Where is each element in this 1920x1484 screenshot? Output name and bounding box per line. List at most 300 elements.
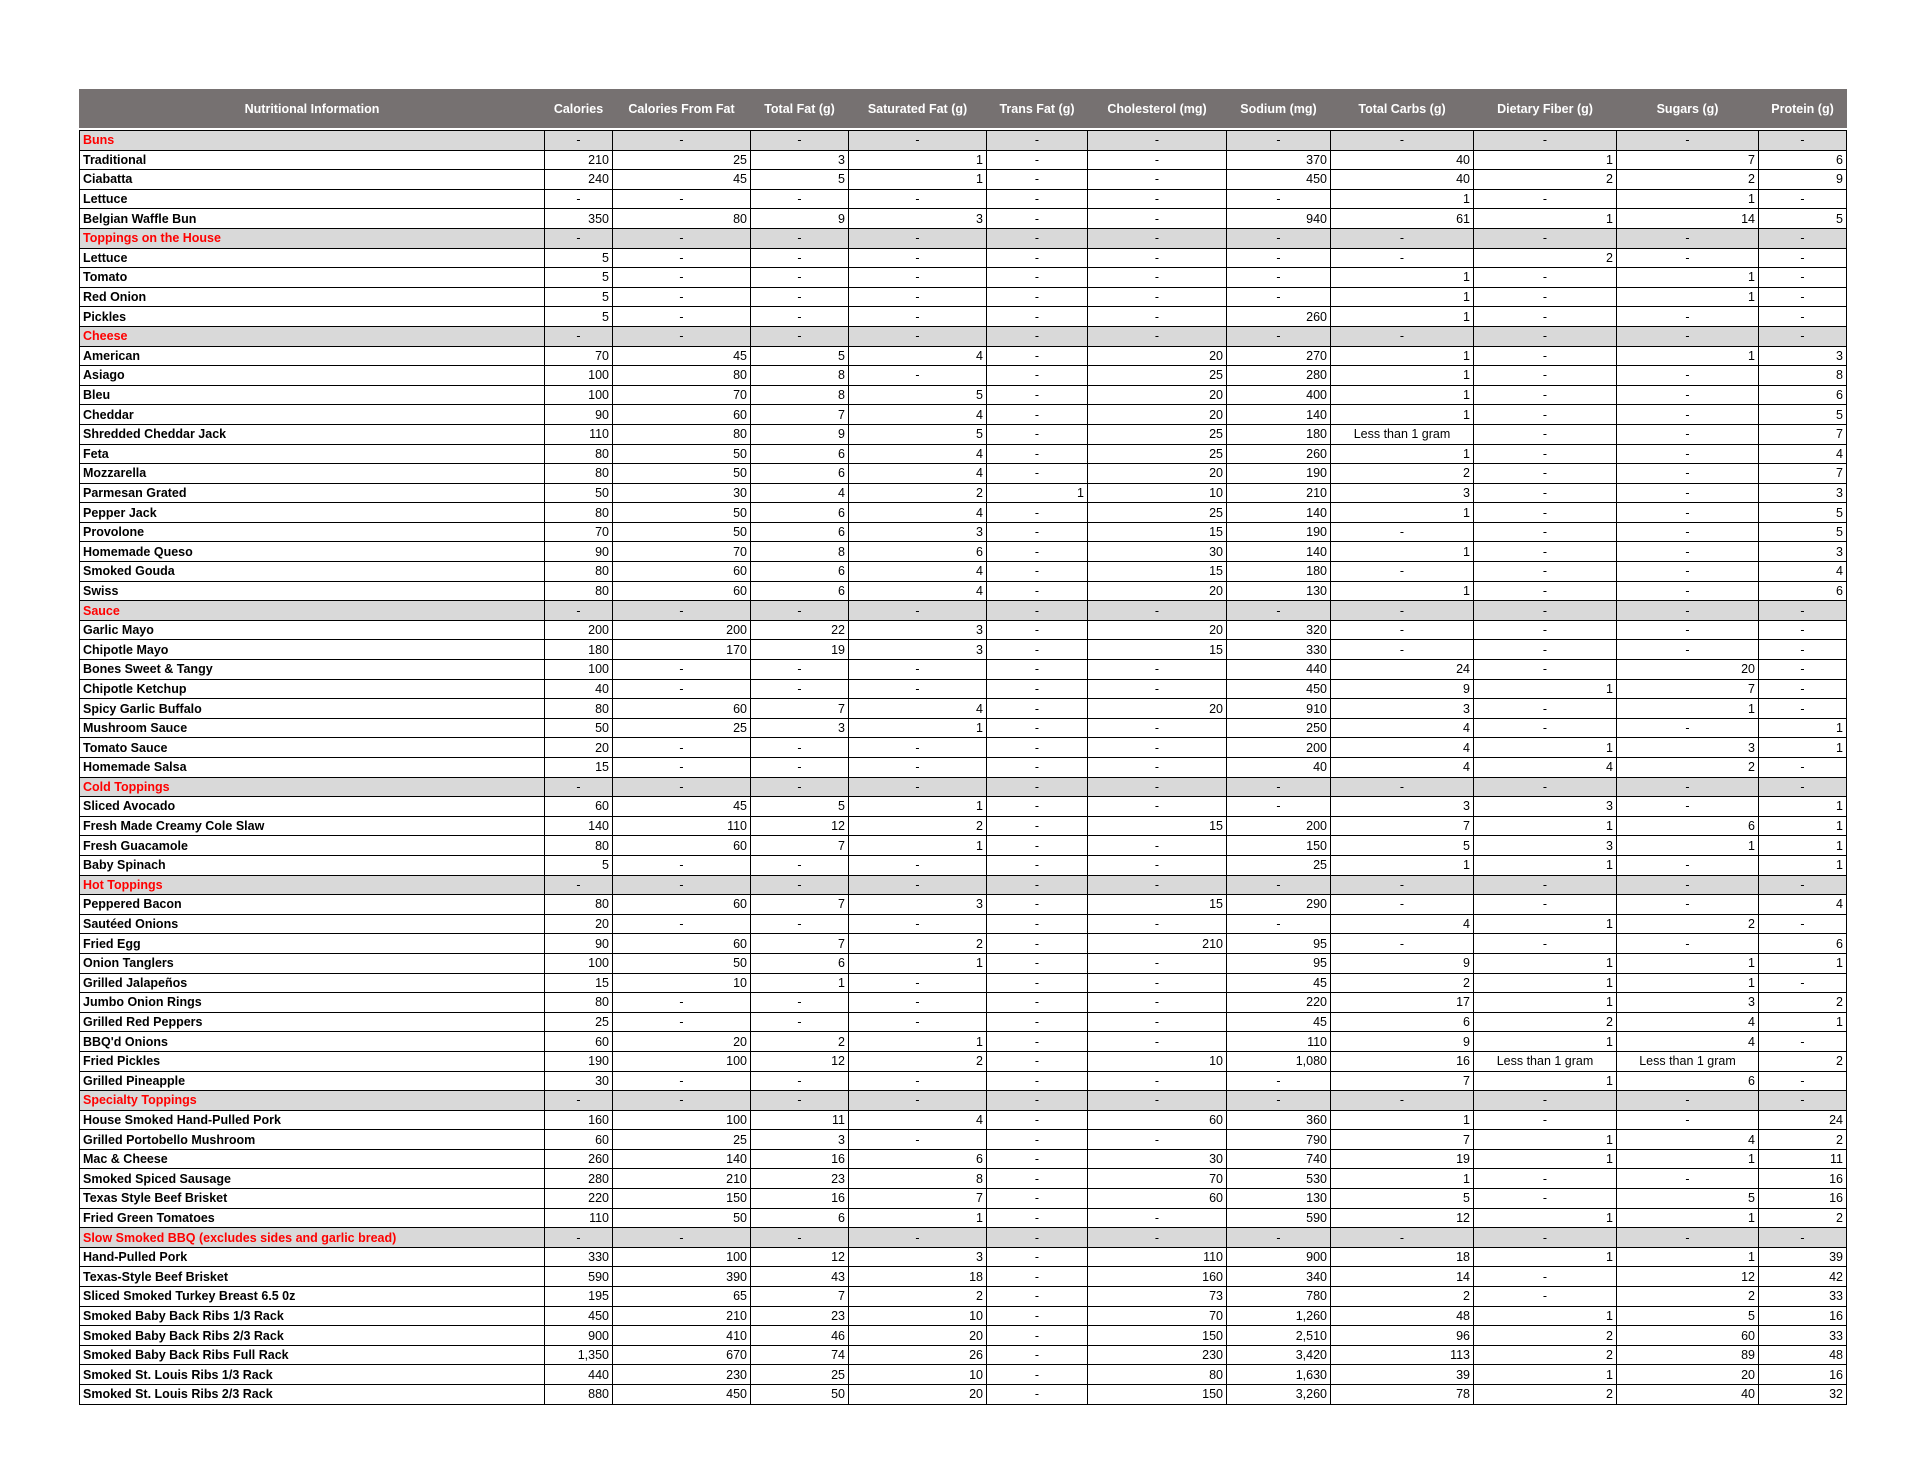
nutrient-value: 70: [545, 346, 613, 366]
nutrient-value: -: [545, 326, 613, 346]
nutrient-value: 9: [1331, 953, 1474, 973]
nutrient-value: 1: [1331, 346, 1474, 366]
nutrient-value: -: [613, 1091, 751, 1111]
nutrient-value: 390: [613, 1267, 751, 1287]
nutrient-value: 65: [613, 1287, 751, 1307]
nutrient-value: 3: [1331, 699, 1474, 719]
nutrient-value: 2: [849, 1051, 987, 1071]
nutrient-value: 6: [849, 542, 987, 562]
nutrient-value: 3: [751, 1130, 849, 1150]
table-row: [80, 1345, 1847, 1365]
nutrition-table: [79, 89, 1847, 1405]
nutrient-value: -: [1474, 366, 1617, 386]
nutrient-value: 1: [1474, 816, 1617, 836]
nutrient-value: 1: [1474, 150, 1617, 170]
nutrient-value: 5: [545, 287, 613, 307]
table-row: [80, 444, 1847, 464]
nutrient-value: -: [751, 1091, 849, 1111]
nutrient-value: 1: [1617, 268, 1759, 288]
nutrient-value: -: [751, 287, 849, 307]
nutrient-value: 7: [1759, 464, 1847, 484]
nutrient-value: -: [849, 1091, 987, 1111]
nutrient-value: -: [1617, 895, 1759, 915]
item-name: Homemade Queso: [80, 542, 545, 562]
nutrient-value: 1: [1331, 189, 1474, 209]
nutrient-value: 90: [545, 542, 613, 562]
nutrient-value: 25: [1088, 424, 1227, 444]
nutrient-value: -: [1759, 620, 1847, 640]
nutrient-value: 1: [1331, 366, 1474, 386]
table-row: [80, 483, 1847, 503]
nutrient-value: 250: [1227, 718, 1331, 738]
nutrient-value: -: [987, 640, 1088, 660]
nutrient-value: -: [1088, 1208, 1227, 1228]
nutrient-value: 1: [1617, 699, 1759, 719]
nutrient-value: 6: [1759, 934, 1847, 954]
nutrient-value: 220: [545, 1189, 613, 1209]
nutrient-value: -: [849, 738, 987, 758]
nutrient-value: 2: [1759, 1051, 1847, 1071]
nutrient-value: 70: [1088, 1169, 1227, 1189]
nutrient-value: 23: [751, 1306, 849, 1326]
nutrient-value: -: [1759, 777, 1847, 797]
nutrient-value: -: [1759, 679, 1847, 699]
nutrient-value: -: [1474, 718, 1617, 738]
item-name: Bones Sweet & Tangy: [80, 660, 545, 680]
nutrient-value: 40: [1227, 758, 1331, 778]
nutrient-value: 3: [1759, 542, 1847, 562]
nutrient-value: -: [1088, 777, 1227, 797]
table-row: [80, 1306, 1847, 1326]
nutrient-value: 7: [849, 1189, 987, 1209]
nutrient-value: 7: [1759, 424, 1847, 444]
nutrient-value: 590: [545, 1267, 613, 1287]
table-row: [80, 268, 1847, 288]
nutrient-value: -: [1088, 953, 1227, 973]
nutrient-value: -: [1474, 542, 1617, 562]
nutrient-value: -: [1617, 405, 1759, 425]
nutrient-value: -: [1331, 131, 1474, 151]
nutrient-value: -: [1331, 601, 1474, 621]
nutrient-value: -: [1474, 660, 1617, 680]
nutrient-value: -: [1474, 326, 1617, 346]
nutrient-value: 3,260: [1227, 1385, 1331, 1405]
nutrient-value: 60: [1088, 1110, 1227, 1130]
nutrient-value: 3: [849, 620, 987, 640]
nutrient-value: 70: [1088, 1306, 1227, 1326]
item-name: Fried Pickles: [80, 1051, 545, 1071]
nutrient-value: -: [987, 1306, 1088, 1326]
nutrient-value: -: [1474, 895, 1617, 915]
nutrient-value: -: [987, 679, 1088, 699]
table-row: [80, 542, 1847, 562]
nutrient-value: -: [1474, 405, 1617, 425]
nutrient-value: -: [751, 268, 849, 288]
nutrient-value: 6: [751, 464, 849, 484]
nutrient-value: 12: [751, 1051, 849, 1071]
nutrient-value: 150: [1227, 836, 1331, 856]
nutrient-value: -: [987, 1365, 1088, 1385]
nutrient-value: 230: [1088, 1345, 1227, 1365]
nutrient-value: -: [1617, 522, 1759, 542]
nutrient-value: -: [1759, 248, 1847, 268]
nutrient-value: -: [1759, 287, 1847, 307]
nutrient-value: 130: [1227, 1189, 1331, 1209]
table-row: [80, 1208, 1847, 1228]
nutrient-value: 10: [849, 1306, 987, 1326]
nutrient-value: Less than 1 gram: [1617, 1051, 1759, 1071]
nutrient-value: 880: [545, 1385, 613, 1405]
nutrient-value: 10: [1088, 1051, 1227, 1071]
nutrient-value: 6: [1617, 1071, 1759, 1091]
nutrient-value: -: [849, 307, 987, 327]
nutrient-value: -: [849, 326, 987, 346]
nutrient-value: 100: [613, 1247, 751, 1267]
nutrient-value: -: [1088, 914, 1227, 934]
nutrient-value: -: [1617, 1110, 1759, 1130]
nutrient-value: 48: [1759, 1345, 1847, 1365]
nutrient-value: -: [1617, 131, 1759, 151]
nutrient-value: -: [751, 189, 849, 209]
nutrient-value: 25: [545, 1012, 613, 1032]
nutrient-value: -: [987, 307, 1088, 327]
nutrient-value: 25: [1227, 855, 1331, 875]
nutrient-value: -: [1227, 797, 1331, 817]
nutrient-value: 2: [1617, 170, 1759, 190]
nutrient-value: -: [751, 1012, 849, 1032]
nutrient-value: -: [987, 797, 1088, 817]
nutrient-value: -: [849, 287, 987, 307]
nutrient-value: -: [1474, 1110, 1617, 1130]
nutrient-value: 1: [1759, 1012, 1847, 1032]
nutrient-value: -: [987, 1189, 1088, 1209]
nutrient-value: -: [1331, 326, 1474, 346]
nutrient-value: -: [1474, 424, 1617, 444]
nutrient-value: 180: [1227, 424, 1331, 444]
nutrient-value: -: [987, 601, 1088, 621]
nutrient-value: 60: [545, 797, 613, 817]
category-label: Specialty Toppings: [80, 1091, 545, 1111]
item-name: Homemade Salsa: [80, 758, 545, 778]
nutrient-value: -: [849, 993, 987, 1013]
nutrient-value: 3: [1331, 483, 1474, 503]
nutrient-value: 220: [1227, 993, 1331, 1013]
nutrient-value: -: [1617, 1228, 1759, 1248]
nutrient-value: 1: [1617, 953, 1759, 973]
nutrient-value: 46: [751, 1326, 849, 1346]
nutrient-value: 1: [751, 973, 849, 993]
nutrient-value: 20: [545, 914, 613, 934]
nutrient-value: -: [545, 1091, 613, 1111]
nutrient-value: -: [1088, 1228, 1227, 1248]
nutrient-value: 1: [1331, 307, 1474, 327]
nutrient-value: 1,080: [1227, 1051, 1331, 1071]
nutrient-value: -: [987, 1149, 1088, 1169]
nutrient-value: 4: [1331, 758, 1474, 778]
nutrient-value: -: [987, 1110, 1088, 1130]
nutrient-value: 450: [1227, 679, 1331, 699]
nutrient-value: 6: [751, 562, 849, 582]
item-name: Smoked Baby Back Ribs 2/3 Rack: [80, 1326, 545, 1346]
nutrient-value: -: [1759, 326, 1847, 346]
nutrient-value: -: [545, 875, 613, 895]
nutrition-sheet: [79, 89, 1846, 1405]
nutrient-value: 910: [1227, 699, 1331, 719]
nutrient-value: -: [849, 914, 987, 934]
nutrient-value: -: [1088, 131, 1227, 151]
nutrient-value: 9: [751, 209, 849, 229]
nutrient-value: 290: [1227, 895, 1331, 915]
nutrient-value: -: [987, 424, 1088, 444]
item-name: Red Onion: [80, 287, 545, 307]
nutrient-value: 5: [1617, 1189, 1759, 1209]
nutrient-value: 80: [613, 424, 751, 444]
nutrient-value: -: [1759, 973, 1847, 993]
nutrient-value: 160: [1088, 1267, 1227, 1287]
nutrient-value: 9: [1759, 170, 1847, 190]
nutrient-value: 5: [1759, 503, 1847, 523]
nutrient-value: 2: [1474, 1345, 1617, 1365]
nutrient-value: 20: [1088, 405, 1227, 425]
nutrient-value: 2: [1759, 1208, 1847, 1228]
nutrient-value: 140: [613, 1149, 751, 1169]
nutrient-value: 100: [613, 1051, 751, 1071]
nutrient-value: 14: [1617, 209, 1759, 229]
nutrient-value: 95: [1227, 934, 1331, 954]
nutrient-value: -: [987, 170, 1088, 190]
item-name: Hand-Pulled Pork: [80, 1247, 545, 1267]
nutrient-value: 6: [1331, 1012, 1474, 1032]
nutrient-value: 8: [751, 366, 849, 386]
nutrient-value: 1,260: [1227, 1306, 1331, 1326]
nutrient-value: -: [987, 1345, 1088, 1365]
nutrient-value: 50: [613, 522, 751, 542]
nutrient-value: 1: [1474, 209, 1617, 229]
nutrient-value: 140: [1227, 503, 1331, 523]
nutrient-value: 790: [1227, 1130, 1331, 1150]
nutrient-value: 7: [1331, 1071, 1474, 1091]
nutrient-value: 2: [1617, 914, 1759, 934]
nutrient-value: 80: [613, 366, 751, 386]
nutrient-value: -: [987, 953, 1088, 973]
nutrient-value: 210: [545, 150, 613, 170]
nutrient-value: -: [1474, 1267, 1617, 1287]
nutrient-value: 60: [613, 581, 751, 601]
item-name: Grilled Red Peppers: [80, 1012, 545, 1032]
nutrient-value: 240: [545, 170, 613, 190]
nutrient-value: -: [1331, 875, 1474, 895]
column-header: Total Fat (g): [751, 89, 849, 128]
nutrient-value: 110: [1227, 1032, 1331, 1052]
table-row: [80, 170, 1847, 190]
nutrient-value: 6: [751, 522, 849, 542]
nutrient-value: 1: [1474, 1149, 1617, 1169]
nutrient-value: 16: [1759, 1169, 1847, 1189]
nutrient-value: -: [1088, 679, 1227, 699]
nutrient-value: 2: [849, 934, 987, 954]
nutrient-value: -: [751, 993, 849, 1013]
nutrient-value: 4: [1617, 1032, 1759, 1052]
nutrient-value: -: [751, 601, 849, 621]
nutrient-value: 780: [1227, 1287, 1331, 1307]
nutrient-value: -: [1474, 640, 1617, 660]
nutrient-value: 1: [1331, 1110, 1474, 1130]
nutrient-value: 180: [545, 640, 613, 660]
nutrient-value: 1: [1474, 993, 1617, 1013]
nutrient-value: -: [1759, 601, 1847, 621]
table-row: [80, 189, 1847, 209]
nutrient-value: 150: [1088, 1326, 1227, 1346]
nutrient-value: -: [987, 131, 1088, 151]
table-row: [80, 464, 1847, 484]
nutrient-value: 1: [1617, 287, 1759, 307]
nutrient-value: 30: [1088, 542, 1227, 562]
column-header: Trans Fat (g): [987, 89, 1088, 128]
nutrient-value: -: [987, 895, 1088, 915]
nutrient-value: 4: [1331, 738, 1474, 758]
nutrient-value: -: [987, 1385, 1088, 1405]
nutrient-value: -: [751, 660, 849, 680]
nutrient-value: 1: [1331, 855, 1474, 875]
nutrient-value: 60: [613, 895, 751, 915]
nutrient-value: 170: [613, 640, 751, 660]
nutrient-value: 12: [751, 816, 849, 836]
nutrient-value: -: [1088, 307, 1227, 327]
nutrient-value: 39: [1331, 1365, 1474, 1385]
nutrient-value: -: [1474, 1287, 1617, 1307]
nutrient-value: 230: [613, 1365, 751, 1385]
nutrient-value: 100: [613, 1110, 751, 1130]
nutrient-value: -: [987, 758, 1088, 778]
nutrient-value: 60: [613, 699, 751, 719]
column-header: Nutritional Information: [80, 89, 545, 128]
nutrient-value: 26: [849, 1345, 987, 1365]
nutrient-value: -: [613, 268, 751, 288]
table-row: [80, 816, 1847, 836]
nutrient-value: -: [1474, 464, 1617, 484]
item-name: Smoked St. Louis Ribs 1/3 Rack: [80, 1365, 545, 1385]
nutrient-value: 4: [1331, 718, 1474, 738]
nutrient-value: -: [1617, 640, 1759, 660]
nutrient-value: 1: [1474, 914, 1617, 934]
nutrient-value: 3: [849, 522, 987, 542]
nutrient-value: -: [1088, 660, 1227, 680]
nutrient-value: 20: [1617, 1365, 1759, 1385]
table-header-row: [80, 89, 1847, 128]
nutrient-value: 50: [613, 503, 751, 523]
nutrient-value: 20: [1617, 660, 1759, 680]
nutrient-value: 1: [1331, 503, 1474, 523]
nutrient-value: -: [545, 1228, 613, 1248]
nutrient-value: -: [1617, 326, 1759, 346]
table-row: [80, 405, 1847, 425]
nutrient-value: -: [1617, 248, 1759, 268]
nutrient-value: 4: [1474, 758, 1617, 778]
nutrient-value: 2: [1474, 1385, 1617, 1405]
nutrient-value: 45: [613, 797, 751, 817]
nutrient-value: 7: [1331, 816, 1474, 836]
item-name: Asiago: [80, 366, 545, 386]
table-row: [80, 1051, 1847, 1071]
nutrient-value: -: [613, 855, 751, 875]
nutrient-value: -: [1617, 934, 1759, 954]
category-label: Toppings on the House: [80, 228, 545, 248]
nutrient-value: 48: [1331, 1306, 1474, 1326]
category-row: [80, 228, 1847, 248]
nutrient-value: 900: [1227, 1247, 1331, 1267]
item-name: Tomato Sauce: [80, 738, 545, 758]
nutrient-value: 10: [613, 973, 751, 993]
nutrient-value: -: [849, 366, 987, 386]
category-row: [80, 1091, 1847, 1111]
item-name: Pepper Jack: [80, 503, 545, 523]
item-name: Smoked St. Louis Ribs 2/3 Rack: [80, 1385, 545, 1405]
nutrient-value: 100: [545, 366, 613, 386]
nutrient-value: 1: [849, 797, 987, 817]
nutrient-value: 16: [1759, 1189, 1847, 1209]
nutrient-value: -: [1227, 228, 1331, 248]
nutrient-value: 3: [849, 895, 987, 915]
nutrient-value: -: [1474, 522, 1617, 542]
nutrient-value: 1: [849, 836, 987, 856]
nutrient-value: -: [751, 307, 849, 327]
item-name: Ciabatta: [80, 170, 545, 190]
table-row: [80, 581, 1847, 601]
nutrient-value: 4: [849, 503, 987, 523]
nutrient-value: -: [987, 464, 1088, 484]
table-row: [80, 1169, 1847, 1189]
nutrient-value: -: [751, 1071, 849, 1091]
nutrient-value: 4: [1759, 562, 1847, 582]
nutrient-value: -: [751, 758, 849, 778]
nutrient-value: -: [1617, 444, 1759, 464]
nutrient-value: 25: [613, 718, 751, 738]
nutrient-value: 1: [1474, 1071, 1617, 1091]
nutrient-value: 22: [751, 620, 849, 640]
nutrient-value: 1: [1474, 1032, 1617, 1052]
nutrient-value: 10: [1088, 483, 1227, 503]
item-name: Jumbo Onion Rings: [80, 993, 545, 1013]
item-name: Sliced Avocado: [80, 797, 545, 817]
table-row: [80, 1326, 1847, 1346]
nutrient-value: 15: [545, 973, 613, 993]
nutrient-value: -: [987, 542, 1088, 562]
nutrient-value: 7: [1331, 1130, 1474, 1150]
table-row: [80, 758, 1847, 778]
table-row: [80, 1385, 1847, 1405]
nutrient-value: 60: [613, 405, 751, 425]
nutrient-value: 8: [751, 385, 849, 405]
item-name: Texas-Style Beef Brisket: [80, 1267, 545, 1287]
nutrient-value: -: [987, 1208, 1088, 1228]
nutrient-value: 1: [1474, 973, 1617, 993]
nutrient-value: 25: [1088, 444, 1227, 464]
nutrient-value: -: [613, 758, 751, 778]
nutrient-value: 130: [1227, 581, 1331, 601]
item-name: Feta: [80, 444, 545, 464]
nutrient-value: -: [545, 777, 613, 797]
nutrient-value: 1: [849, 1032, 987, 1052]
nutrient-value: -: [1617, 424, 1759, 444]
nutrient-value: -: [1227, 287, 1331, 307]
table-row: [80, 424, 1847, 444]
nutrient-value: -: [1474, 777, 1617, 797]
item-name: Provolone: [80, 522, 545, 542]
nutrient-value: 1: [1331, 287, 1474, 307]
nutrient-value: -: [1474, 503, 1617, 523]
table-row: [80, 718, 1847, 738]
nutrient-value: -: [987, 1091, 1088, 1111]
